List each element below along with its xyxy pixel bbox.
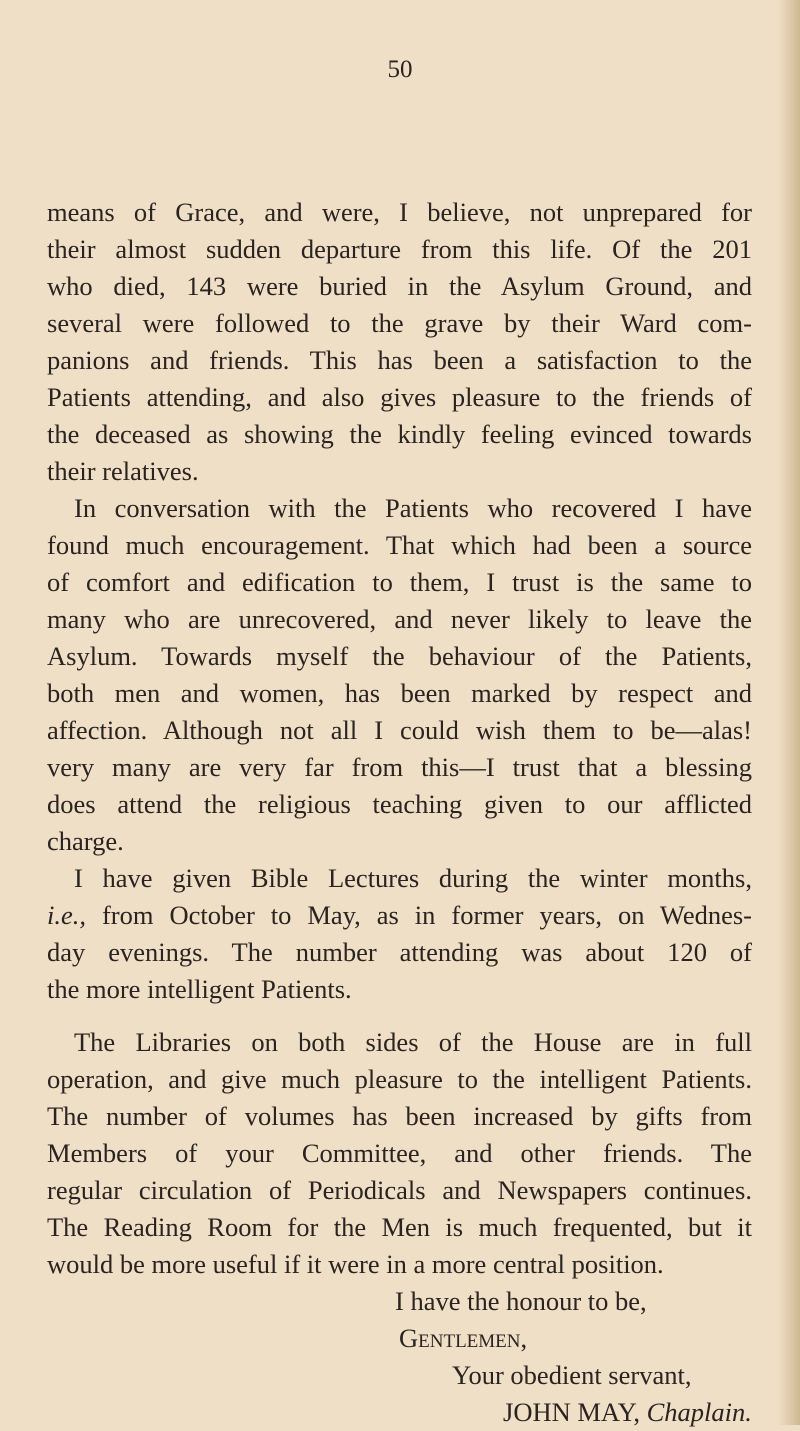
- text-line: I have given Bible Lectures during the winter months,: [74, 863, 752, 893]
- signature-title: Chaplain.: [646, 1397, 752, 1427]
- text-line: very many are very far from this—I trust that a blessing: [47, 752, 752, 782]
- text-line: their relatives.: [47, 456, 199, 486]
- text-line: Members of your Committee, and other friends. The: [47, 1138, 752, 1168]
- closing-valediction: Your obedient servant,: [452, 1360, 692, 1390]
- text-line: several were followed to the grave by their Ward com-: [47, 308, 752, 338]
- text-line: regular circulation of Periodicals and Newspapers continues.: [47, 1175, 752, 1205]
- text-line: of comfort and edification to them, I trust is the same to: [47, 567, 752, 597]
- paragraph-gap: [47, 1008, 752, 1024]
- text-line: affection. Although not all I could wish them to be—alas!: [47, 715, 752, 745]
- page-edge-shadow: [778, 0, 800, 1425]
- closing-line: I have the honour to be,: [395, 1286, 647, 1316]
- text-line: Asylum. Towards myself the behaviour of the Patients,: [47, 641, 752, 671]
- page-number: 50: [387, 56, 413, 83]
- text-line: The Libraries on both sides of the House are in full: [74, 1027, 752, 1057]
- text-line: i.e., from October to May, as in former years, on Wednes-: [47, 900, 752, 930]
- text-line: The number of volumes has been increased by gifts from: [47, 1101, 752, 1131]
- text-line: operation, and give much pleasure to the intelligent Patients.: [47, 1064, 752, 1094]
- text-line: The Reading Room for the Men is much frequented, but it: [47, 1212, 752, 1242]
- paragraph: [47, 860, 752, 1008]
- text-line: who died, 143 were buried in the Asylum Ground, and: [47, 271, 752, 301]
- text-line: panions and friends. This has been a satisfaction to the: [47, 345, 752, 375]
- signature-name: JOHN MAY,: [503, 1397, 640, 1427]
- text-line: Patients attending, and also gives pleasure to the friends of: [47, 382, 752, 412]
- text-line: both men and women, has been marked by respect and: [47, 678, 752, 708]
- text-line: In conversation with the Patients who recovered I have: [74, 493, 752, 523]
- paragraph: [47, 194, 752, 490]
- signature: [47, 1394, 752, 1431]
- text-line: the deceased as showing the kindly feeling evinced towards: [47, 419, 752, 449]
- text-line: would be more useful if it were in a more central position.: [47, 1249, 664, 1279]
- document-body: [47, 194, 752, 1431]
- text-line: their almost sudden departure from this life. Of the 201: [47, 234, 752, 264]
- paragraph: [47, 1024, 752, 1283]
- text-line: the more intelligent Patients.: [47, 974, 352, 1004]
- paragraph: [47, 490, 752, 860]
- text-line: means of Grace, and were, I believe, not unprepared for: [47, 197, 752, 227]
- text-line: many who are unrecovered, and never likely to leave the: [47, 604, 752, 634]
- salutation: Gentlemen,: [399, 1323, 528, 1353]
- text-line: charge.: [47, 826, 124, 856]
- text-line: does attend the religious teaching given to our afflicted: [47, 789, 752, 819]
- text-line: day evenings. The number attending was about 120 of: [47, 937, 752, 967]
- italic-abbreviation: i.e.,: [47, 900, 86, 930]
- paragraphs: [47, 194, 752, 1283]
- text-line: found much encouragement. That which had been a source: [47, 530, 752, 560]
